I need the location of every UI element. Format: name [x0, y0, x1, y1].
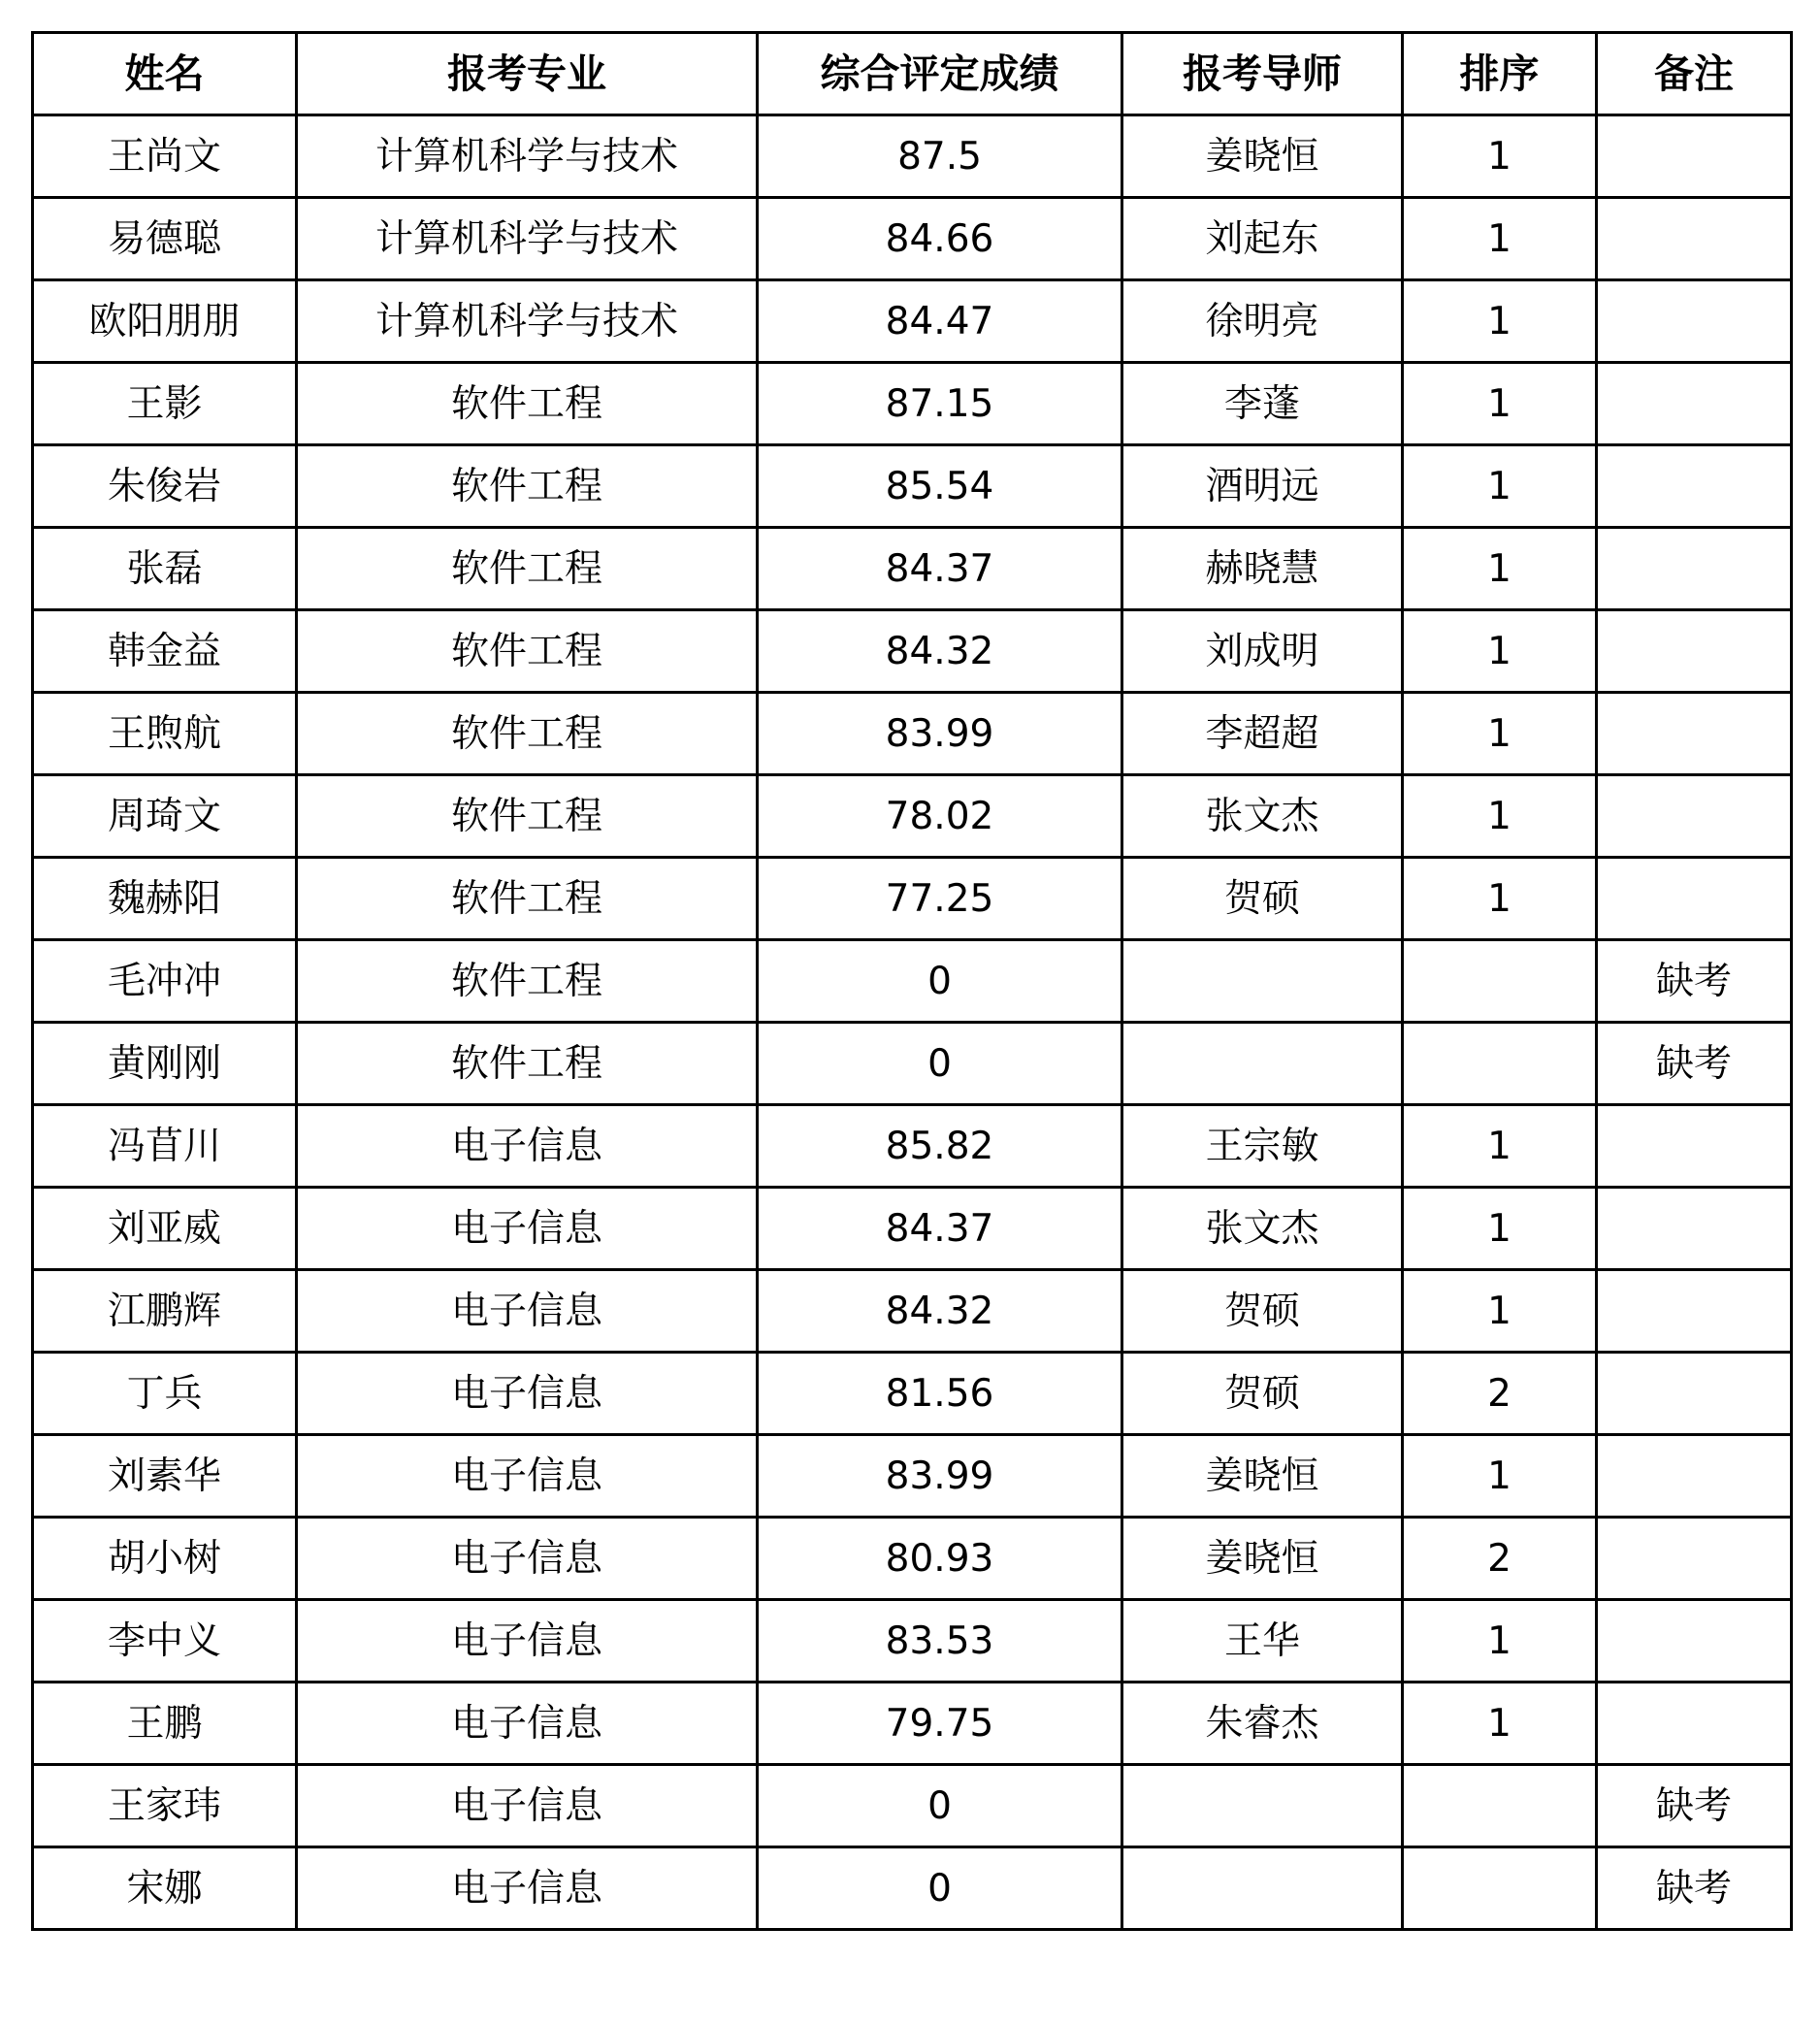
cell-major: 软件工程	[297, 693, 758, 775]
cell-name: 丁兵	[33, 1353, 297, 1435]
table-row	[33, 1023, 1792, 1105]
cell-major: 电子信息	[297, 1270, 758, 1353]
cell-name: 宋娜	[33, 1847, 297, 1930]
table-row	[33, 1435, 1792, 1518]
cell-advisor: 王宗敏	[1122, 1105, 1403, 1188]
cell-rank: 1	[1403, 445, 1597, 528]
table-row	[33, 1105, 1792, 1188]
cell-remark	[1597, 1600, 1792, 1683]
cell-major: 软件工程	[297, 940, 758, 1023]
cell-remark	[1597, 610, 1792, 693]
table-row	[33, 198, 1792, 280]
cell-advisor: 张文杰	[1122, 1188, 1403, 1270]
cell-advisor: 张文杰	[1122, 775, 1403, 858]
cell-remark	[1597, 363, 1792, 445]
cell-advisor	[1122, 1765, 1403, 1847]
table-row	[33, 1188, 1792, 1270]
header-row	[33, 33, 1792, 115]
cell-advisor	[1122, 940, 1403, 1023]
cell-rank: 2	[1403, 1518, 1597, 1600]
cell-name: 王煦航	[33, 693, 297, 775]
cell-major: 电子信息	[297, 1188, 758, 1270]
table-row	[33, 940, 1792, 1023]
table-row	[33, 528, 1792, 610]
cell-score: 79.75	[758, 1683, 1122, 1765]
cell-remark	[1597, 528, 1792, 610]
cell-name: 欧阳朋朋	[33, 280, 297, 363]
table-row	[33, 1353, 1792, 1435]
table-row	[33, 1765, 1792, 1847]
cell-advisor: 王华	[1122, 1600, 1403, 1683]
cell-remark	[1597, 1518, 1792, 1600]
header-remark: 备注	[1597, 33, 1792, 115]
cell-major: 软件工程	[297, 528, 758, 610]
cell-remark	[1597, 1188, 1792, 1270]
cell-advisor: 贺硕	[1122, 858, 1403, 940]
cell-major: 计算机科学与技术	[297, 280, 758, 363]
cell-name: 胡小树	[33, 1518, 297, 1600]
cell-advisor: 贺硕	[1122, 1353, 1403, 1435]
cell-major: 电子信息	[297, 1847, 758, 1930]
cell-remark	[1597, 198, 1792, 280]
header-score: 综合评定成绩	[758, 33, 1122, 115]
cell-name: 王尚文	[33, 115, 297, 198]
cell-rank: 1	[1403, 1683, 1597, 1765]
cell-score: 0	[758, 1765, 1122, 1847]
cell-remark	[1597, 115, 1792, 198]
cell-major: 电子信息	[297, 1518, 758, 1600]
cell-major: 电子信息	[297, 1353, 758, 1435]
cell-remark	[1597, 1105, 1792, 1188]
cell-advisor: 贺硕	[1122, 1270, 1403, 1353]
table-row	[33, 445, 1792, 528]
cell-rank: 1	[1403, 610, 1597, 693]
cell-score: 85.82	[758, 1105, 1122, 1188]
cell-major: 软件工程	[297, 610, 758, 693]
cell-rank: 2	[1403, 1353, 1597, 1435]
cell-score: 84.32	[758, 610, 1122, 693]
cell-score: 87.15	[758, 363, 1122, 445]
cell-major: 电子信息	[297, 1435, 758, 1518]
cell-score: 0	[758, 1023, 1122, 1105]
cell-rank	[1403, 1765, 1597, 1847]
cell-remark	[1597, 1683, 1792, 1765]
cell-score: 85.54	[758, 445, 1122, 528]
cell-advisor: 姜晓恒	[1122, 115, 1403, 198]
admission-results-table	[31, 31, 1793, 1931]
cell-rank: 1	[1403, 775, 1597, 858]
cell-advisor: 李超超	[1122, 693, 1403, 775]
cell-score: 87.5	[758, 115, 1122, 198]
cell-score: 77.25	[758, 858, 1122, 940]
cell-remark: 缺考	[1597, 940, 1792, 1023]
table-row	[33, 115, 1792, 198]
cell-rank	[1403, 1847, 1597, 1930]
cell-name: 张磊	[33, 528, 297, 610]
cell-remark: 缺考	[1597, 1765, 1792, 1847]
header-name: 姓名	[33, 33, 297, 115]
cell-advisor: 酒明远	[1122, 445, 1403, 528]
cell-name: 王家玮	[33, 1765, 297, 1847]
cell-major: 计算机科学与技术	[297, 115, 758, 198]
table-row	[33, 1847, 1792, 1930]
table-row	[33, 610, 1792, 693]
cell-score: 84.47	[758, 280, 1122, 363]
cell-remark	[1597, 1435, 1792, 1518]
cell-remark	[1597, 1270, 1792, 1353]
cell-name: 刘素华	[33, 1435, 297, 1518]
cell-remark	[1597, 1353, 1792, 1435]
cell-rank	[1403, 940, 1597, 1023]
cell-remark	[1597, 445, 1792, 528]
cell-rank: 1	[1403, 858, 1597, 940]
cell-major: 电子信息	[297, 1105, 758, 1188]
cell-name: 王鹏	[33, 1683, 297, 1765]
cell-name: 周琦文	[33, 775, 297, 858]
cell-remark	[1597, 858, 1792, 940]
cell-name: 毛冲冲	[33, 940, 297, 1023]
cell-name: 刘亚威	[33, 1188, 297, 1270]
cell-advisor: 赫晓慧	[1122, 528, 1403, 610]
cell-name: 黄刚刚	[33, 1023, 297, 1105]
header-major: 报考专业	[297, 33, 758, 115]
table-row	[33, 775, 1792, 858]
cell-score: 78.02	[758, 775, 1122, 858]
table-body	[33, 115, 1792, 1930]
cell-rank: 1	[1403, 280, 1597, 363]
table-row	[33, 693, 1792, 775]
cell-score: 0	[758, 940, 1122, 1023]
cell-advisor: 李蓬	[1122, 363, 1403, 445]
cell-score: 81.56	[758, 1353, 1122, 1435]
table-row	[33, 363, 1792, 445]
table-row	[33, 1683, 1792, 1765]
cell-rank: 1	[1403, 198, 1597, 280]
cell-score: 84.32	[758, 1270, 1122, 1353]
cell-score: 84.37	[758, 1188, 1122, 1270]
header-advisor: 报考导师	[1122, 33, 1403, 115]
cell-score: 0	[758, 1847, 1122, 1930]
cell-major: 软件工程	[297, 858, 758, 940]
cell-rank: 1	[1403, 1105, 1597, 1188]
cell-remark: 缺考	[1597, 1847, 1792, 1930]
cell-advisor	[1122, 1847, 1403, 1930]
cell-name: 魏赫阳	[33, 858, 297, 940]
cell-name: 李中义	[33, 1600, 297, 1683]
cell-score: 83.99	[758, 1435, 1122, 1518]
cell-advisor: 朱睿杰	[1122, 1683, 1403, 1765]
cell-score: 80.93	[758, 1518, 1122, 1600]
cell-name: 韩金益	[33, 610, 297, 693]
cell-advisor: 刘起东	[1122, 198, 1403, 280]
cell-score: 83.99	[758, 693, 1122, 775]
cell-rank: 1	[1403, 1435, 1597, 1518]
cell-rank: 1	[1403, 693, 1597, 775]
cell-name: 江鹏辉	[33, 1270, 297, 1353]
cell-name: 朱俊岩	[33, 445, 297, 528]
cell-advisor: 姜晓恒	[1122, 1518, 1403, 1600]
table-row	[33, 1270, 1792, 1353]
table-row	[33, 858, 1792, 940]
cell-major: 电子信息	[297, 1765, 758, 1847]
table-row	[33, 280, 1792, 363]
cell-rank: 1	[1403, 1600, 1597, 1683]
cell-advisor: 姜晓恒	[1122, 1435, 1403, 1518]
cell-rank: 1	[1403, 115, 1597, 198]
cell-major: 软件工程	[297, 1023, 758, 1105]
cell-remark	[1597, 693, 1792, 775]
table-row	[33, 1600, 1792, 1683]
cell-major: 计算机科学与技术	[297, 198, 758, 280]
table-row	[33, 1518, 1792, 1600]
cell-score: 84.66	[758, 198, 1122, 280]
cell-name: 冯苜川	[33, 1105, 297, 1188]
cell-rank: 1	[1403, 1188, 1597, 1270]
cell-remark	[1597, 775, 1792, 858]
cell-score: 84.37	[758, 528, 1122, 610]
cell-major: 电子信息	[297, 1683, 758, 1765]
cell-major: 电子信息	[297, 1600, 758, 1683]
cell-rank: 1	[1403, 528, 1597, 610]
cell-rank: 1	[1403, 363, 1597, 445]
header-rank: 排序	[1403, 33, 1597, 115]
cell-rank: 1	[1403, 1270, 1597, 1353]
cell-name: 王影	[33, 363, 297, 445]
cell-major: 软件工程	[297, 775, 758, 858]
cell-score: 83.53	[758, 1600, 1122, 1683]
cell-advisor	[1122, 1023, 1403, 1105]
cell-advisor: 徐明亮	[1122, 280, 1403, 363]
cell-name: 易德聪	[33, 198, 297, 280]
cell-rank	[1403, 1023, 1597, 1105]
cell-remark: 缺考	[1597, 1023, 1792, 1105]
cell-advisor: 刘成明	[1122, 610, 1403, 693]
cell-major: 软件工程	[297, 363, 758, 445]
cell-major: 软件工程	[297, 445, 758, 528]
cell-remark	[1597, 280, 1792, 363]
